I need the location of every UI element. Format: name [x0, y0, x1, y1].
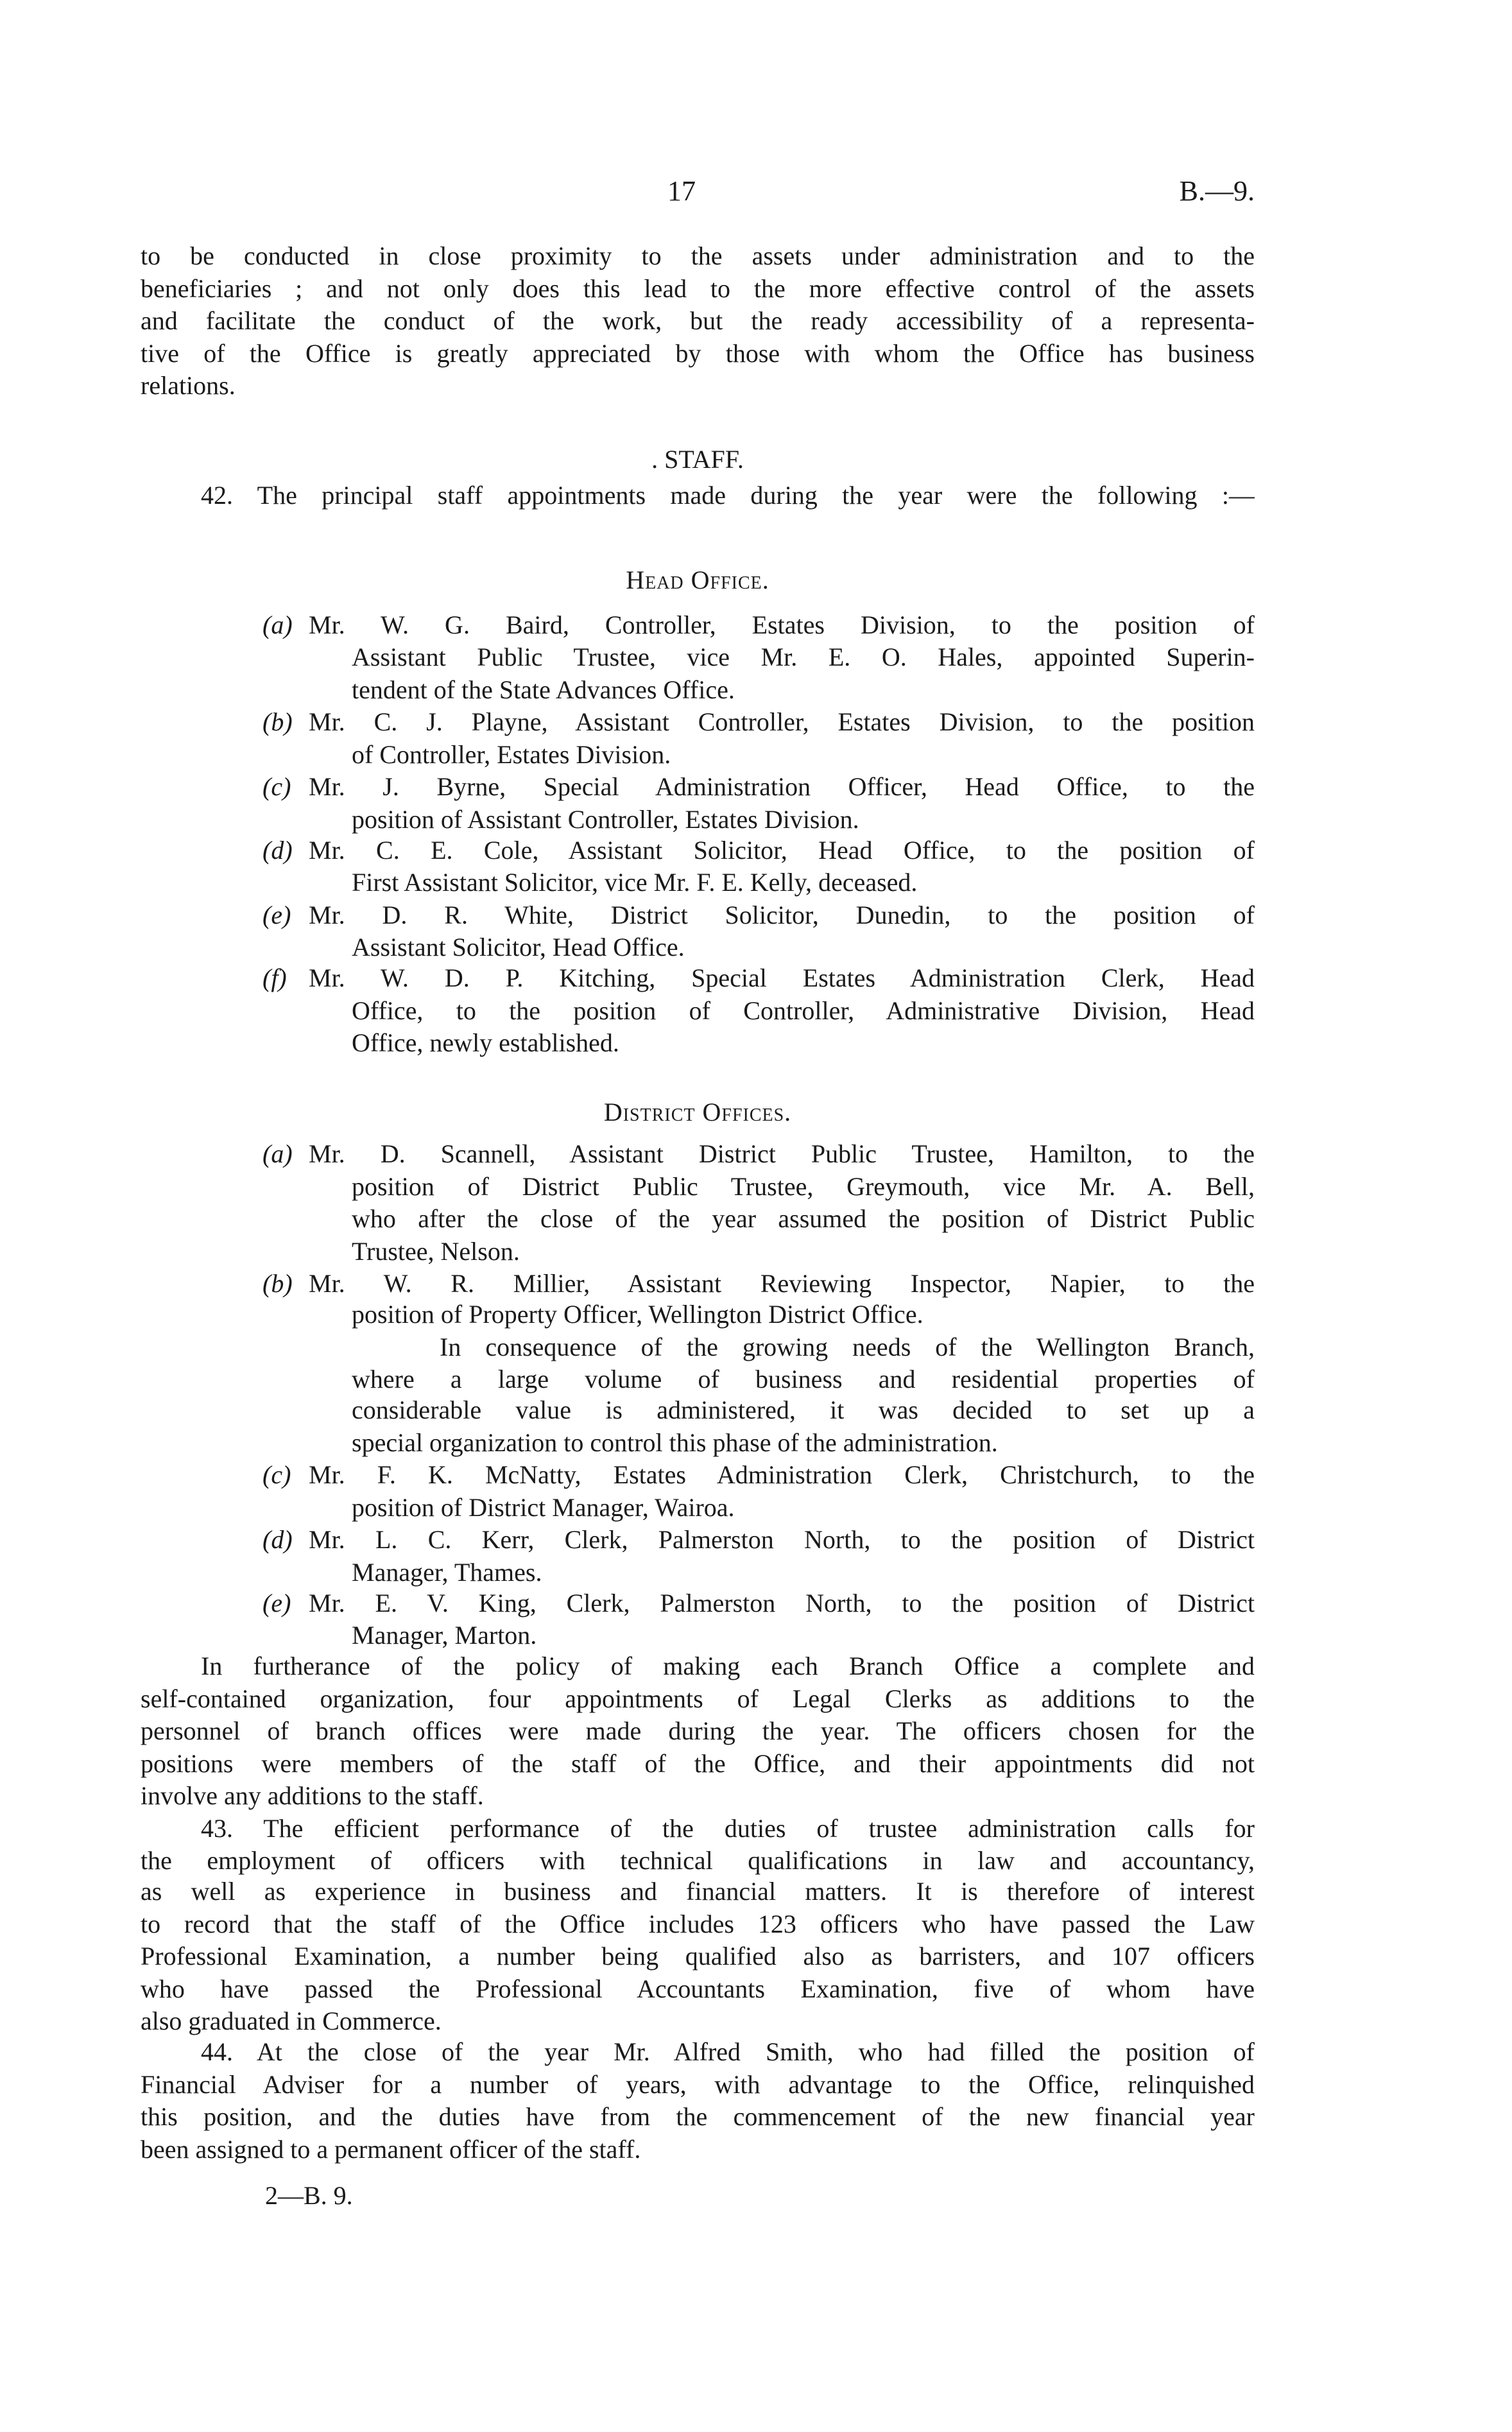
appointment-line: Mr. J. Byrne, Special Administration Officer, Head Office, to the [309, 772, 1255, 801]
document-reference: B.—9. [1179, 175, 1255, 207]
appointment-line: Mr. D. Scannell, Assistant District Public Trustee, Hamilton, to the [309, 1139, 1255, 1168]
furtherance-line: positions were members of the staff of the Office, and their appointments did not [141, 1749, 1255, 1778]
appointment-line: Office, newly established. [352, 1028, 619, 1057]
item-label: (c) [262, 772, 291, 801]
item-label: (d) [262, 1525, 293, 1554]
note-line: where a large volume of business and residential properties of [352, 1365, 1255, 1393]
item-label: (b) [262, 1269, 293, 1298]
appointment-line: position of District Manager, Wairoa. [352, 1493, 735, 1522]
para44-line: 44. At the close of the year Mr. Alfred Smith, who had filled the position of [201, 2037, 1255, 2066]
item-label: (f) [262, 963, 287, 992]
appointment-line: position of Property Officer, Wellington District Office. [352, 1300, 924, 1329]
para43-line: the employment of officers with technical qualifications in law and accountancy, [141, 1846, 1255, 1875]
appointment-line: Mr. W. G. Baird, Controller, Estates Division, to the position of [309, 610, 1255, 639]
item-label: (c) [262, 1460, 291, 1489]
note-line: considerable value is administered, it was decided to set up a [352, 1395, 1255, 1424]
para42-line: 42. The principal staff appointments made during the year were the following :— [201, 481, 1255, 510]
appointment-line: Office, to the position of Controller, Administrative Division, Head [352, 996, 1255, 1025]
item-label: (a) [262, 1139, 293, 1168]
appointment-line: position of District Public Trustee, Greymouth, vice Mr. A. Bell, [352, 1172, 1255, 1201]
note-line: In consequence of the growing needs of the Wellington Branch, [440, 1332, 1255, 1361]
note-line: special organization to control this phase of the administration. [352, 1428, 998, 1457]
item-label: (b) [262, 707, 293, 736]
appointment-line: Mr. C. E. Cole, Assistant Solicitor, Head Office, to the position of [309, 836, 1255, 865]
appointment-line: Mr. L. C. Kerr, Clerk, Palmerston North, to the position of District [309, 1525, 1255, 1554]
para44-line: been assigned to a permanent officer of the staff. [141, 2135, 641, 2164]
para44-line: this position, and the duties have from the commencement of the new financial year [141, 2102, 1255, 2131]
appointment-line: Manager, Marton. [352, 1621, 537, 1650]
para43-line: who have passed the Professional Accountants Examination, five of whom have [141, 1974, 1255, 2003]
item-label: (d) [262, 836, 293, 865]
furtherance-line: self-contained organization, four appointments of Legal Clerks as additions to the [141, 1684, 1255, 1713]
appointment-line: Mr. W. D. P. Kitching, Special Estates Administration Clerk, Head [309, 963, 1255, 992]
appointment-line: Mr. D. R. White, District Solicitor, Dunedin, to the position of [309, 901, 1255, 929]
subheading-head-office: Head Office. [626, 565, 769, 594]
para43-line: as well as experience in business and financial matters. It is therefore of interest [141, 1877, 1255, 1906]
intro-line: relations. [141, 371, 236, 400]
appointment-line: position of Assistant Controller, Estates Division. [352, 805, 859, 834]
page-number: 17 [667, 175, 696, 207]
appointment-line: Assistant Solicitor, Head Office. [352, 933, 685, 962]
intro-line: to be conducted in close proximity to the assets under administration and to the [141, 241, 1255, 270]
para43-line: to record that the staff of the Office includes 123 officers who have passed the Law [141, 1910, 1255, 1938]
subheading-district-offices: District Offices. [603, 1098, 792, 1126]
appointment-line: First Assistant Solicitor, vice Mr. F. E. Kelly, deceased. [352, 868, 918, 897]
furtherance-line: In furtherance of the policy of making each Branch Office a complete and [201, 1652, 1255, 1680]
appointment-line: Assistant Public Trustee, vice Mr. E. O. Hales, appointed Superin- [352, 642, 1255, 671]
item-label: (e) [262, 901, 291, 929]
appointment-line: who after the close of the year assumed the position of District Public [352, 1204, 1255, 1233]
intro-line: tive of the Office is greatly appreciated by those with whom the Office has business [141, 339, 1255, 368]
para43-line: also graduated in Commerce. [141, 2006, 442, 2035]
para43-line: Professional Examination, a number being qualified also as barristers, and 107 officers [141, 1942, 1255, 1971]
appointment-line: Mr. W. R. Millier, Assistant Reviewing Inspector, Napier, to the [309, 1269, 1255, 1298]
appointment-line: of Controller, Estates Division. [352, 740, 671, 769]
intro-line: beneficiaries ; and not only does this lead to the more effective control of the assets [141, 274, 1255, 303]
section-heading-staff: . STAFF. [651, 445, 744, 474]
appointment-line: Mr. F. K. McNatty, Estates Administration Clerk, Christchurch, to the [309, 1460, 1255, 1489]
appointment-line: Trustee, Nelson. [352, 1237, 520, 1266]
item-label: (a) [262, 610, 293, 639]
appointment-line: Mr. E. V. King, Clerk, Palmerston North, to the position of District [309, 1589, 1255, 1617]
furtherance-line: involve any additions to the staff. [141, 1781, 484, 1810]
item-label: (e) [262, 1589, 291, 1617]
furtherance-line: personnel of branch offices were made during the year. The officers chosen for the [141, 1716, 1255, 1745]
appointment-line: tendent of the State Advances Office. [352, 675, 735, 704]
intro-line: and facilitate the conduct of the work, but the ready accessibility of a representa- [141, 306, 1255, 335]
para43-line: 43. The efficient performance of the duties of trustee administration calls for [201, 1814, 1255, 1843]
appointment-line: Manager, Thames. [352, 1558, 542, 1587]
para44-line: Financial Adviser for a number of years, with advantage to the Office, relinquished [141, 2070, 1255, 2099]
appointment-line: Mr. C. J. Playne, Assistant Controller, Estates Division, to the position [309, 707, 1255, 736]
footer-signature: 2—B. 9. [265, 2181, 353, 2210]
